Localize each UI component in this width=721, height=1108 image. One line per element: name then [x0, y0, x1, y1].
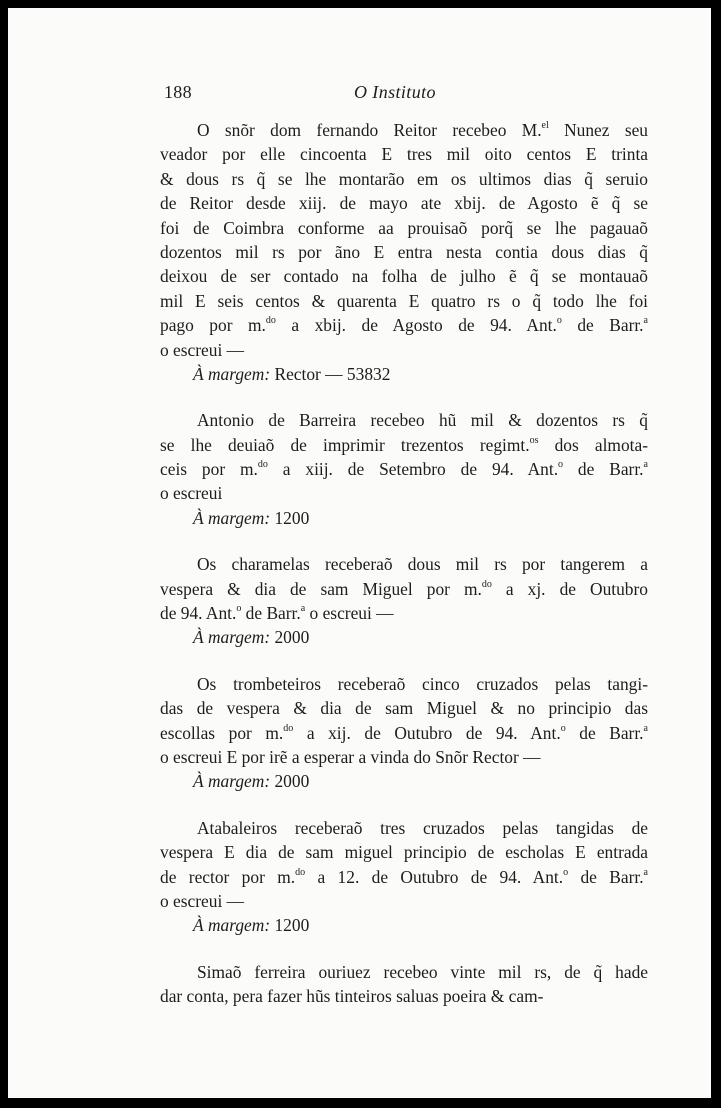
- text-line: de 94. Ant.$^o$ de Barr.$^a$ o escreui —: [160, 603, 394, 624]
- margin-note: [160, 362, 648, 386]
- ledger-entry: [160, 408, 648, 530]
- text-line: & dous rs q̃ se lhe montarão em os ultimos dias q̃ seruio: [160, 168, 648, 189]
- superscript-abbrev: a: [643, 315, 648, 327]
- ledger-entry: [160, 816, 648, 938]
- superscript-abbrev: o: [558, 459, 564, 471]
- text-line: o escreui —: [160, 891, 245, 911]
- text-line: vespera E dia de sam miguel principio de escholas E entrada: [160, 842, 648, 863]
- text-line: dozentos mil rs por ãno E entra nesta contia dous dias q̃: [160, 241, 648, 262]
- text-line: o escreui E por irẽ a esperar a vinda do Snõr Rector —: [160, 747, 541, 768]
- margin-note-label: À margem:: [193, 771, 271, 792]
- margin-note-value: 2000: [274, 627, 310, 648]
- superscript-abbrev: a: [643, 866, 648, 878]
- text-line: Os charamelas receberaõ dous mil rs por tangerem a: [197, 554, 648, 575]
- margin-note-label: À margem:: [193, 363, 271, 384]
- margin-note-value: Rector — 53832: [274, 363, 391, 384]
- superscript-abbrev: os: [529, 434, 539, 446]
- text-line: o escreui —: [160, 339, 245, 360]
- text-line: de rector por m.$^{do}$ a 12. de Outubro de 94. Ant.$^o$ de Barr.$^a$: [160, 866, 648, 887]
- text-line: O snõr dom fernando Reitor recebeo M.$^{el}$ Nunez seu: [197, 120, 648, 140]
- entry-paragraph: [160, 552, 648, 625]
- margin-note-label: À margem:: [193, 915, 271, 936]
- superscript-abbrev: do: [283, 722, 294, 734]
- superscript-abbrev: el: [541, 120, 549, 132]
- text-line: escollas por m.$^{do}$ a xij. de Outubro de 94. Ant.$^o$ de Barr.$^a$: [160, 722, 648, 743]
- running-title: O Instituto: [354, 82, 436, 102]
- text-line: veador por elle cincoenta E tres mil oito centos E trinta: [160, 144, 648, 165]
- margin-note: [160, 913, 648, 937]
- text-line: se lhe deuiaõ de imprimir trezentos regimt.$^{os}$ dos almota-: [160, 434, 648, 455]
- text-line: Antonio de Barreira recebeo hũ mil & dozentos rs q̃: [197, 410, 648, 431]
- margin-note-value: 2000: [274, 771, 310, 792]
- text-line: Atabaleiros receberaõ tres cruzados pelas tangidas de: [197, 817, 648, 838]
- ledger-entry: [160, 672, 648, 794]
- entry-paragraph: [160, 408, 648, 506]
- entry-paragraph: [160, 960, 648, 1009]
- text-line: Simaõ ferreira ouriuez recebeo vinte mil rs, de q̃ hade: [197, 961, 648, 982]
- superscript-abbrev: do: [265, 315, 276, 327]
- margin-note: [160, 625, 648, 649]
- text-line: dar conta, pera fazer hũs tinteiros saluas poeira & cam-: [160, 986, 544, 1007]
- page-header: [8, 78, 711, 108]
- text-line: deixou de ser contado na folha de julho ẽ q̃ se montauaõ: [160, 266, 648, 287]
- margin-note-label: À margem:: [193, 507, 271, 528]
- ledger-entry: [160, 118, 648, 386]
- superscript-abbrev: a: [300, 603, 306, 615]
- margin-note: [160, 769, 648, 793]
- margin-note-label: À margem:: [193, 627, 271, 648]
- entry-paragraph: [160, 816, 648, 914]
- page-number: 188: [164, 82, 192, 102]
- superscript-abbrev: do: [481, 578, 492, 590]
- text-line: ceis por m.$^{do}$ a xiij. de Setembro de 94. Ant.$^o$ de Barr.$^a$: [160, 459, 648, 480]
- text-line: de Reitor desde xiij. de mayo ate xbij. de Agosto ẽ q̃ se: [160, 193, 648, 214]
- margin-note-value: 1200: [274, 915, 310, 936]
- text-line: pago por m.$^{do}$ a xbij. de Agosto de 94. Ant.$^o$ de Barr.$^a$: [160, 315, 648, 336]
- superscript-abbrev: do: [295, 866, 306, 878]
- ledger-entry: [160, 552, 648, 650]
- superscript-abbrev: o: [563, 866, 569, 878]
- superscript-abbrev: o: [556, 315, 562, 327]
- superscript-abbrev: o: [236, 603, 242, 615]
- text-line: vespera & dia de sam Miguel por m.$^{do}$ a xj. de Outubro: [160, 578, 648, 599]
- superscript-abbrev: a: [643, 459, 648, 471]
- margin-note-value: 1200: [274, 507, 310, 528]
- ledger-entry: [160, 960, 648, 1009]
- superscript-abbrev: do: [257, 459, 268, 471]
- superscript-abbrev: o: [560, 722, 566, 734]
- document-body: [160, 118, 648, 1009]
- superscript-abbrev: a: [643, 722, 648, 734]
- document-page: [8, 8, 711, 1098]
- text-line: o escreui: [160, 483, 223, 504]
- margin-note: [160, 506, 648, 530]
- entry-paragraph: [160, 118, 648, 362]
- text-line: das de vespera & dia de sam Miguel & no principio das: [160, 698, 648, 719]
- text-line: Os trombeteiros receberaõ cinco cruzados pelas tangi-: [197, 673, 648, 694]
- text-line: mil E seis centos & quarenta E quatro rs o q̃ todo lhe foi: [160, 290, 648, 311]
- text-line: foi de Coimbra conforme aa prouisaõ porq̃ se lhe pagauaõ: [160, 217, 648, 238]
- entry-paragraph: [160, 672, 648, 770]
